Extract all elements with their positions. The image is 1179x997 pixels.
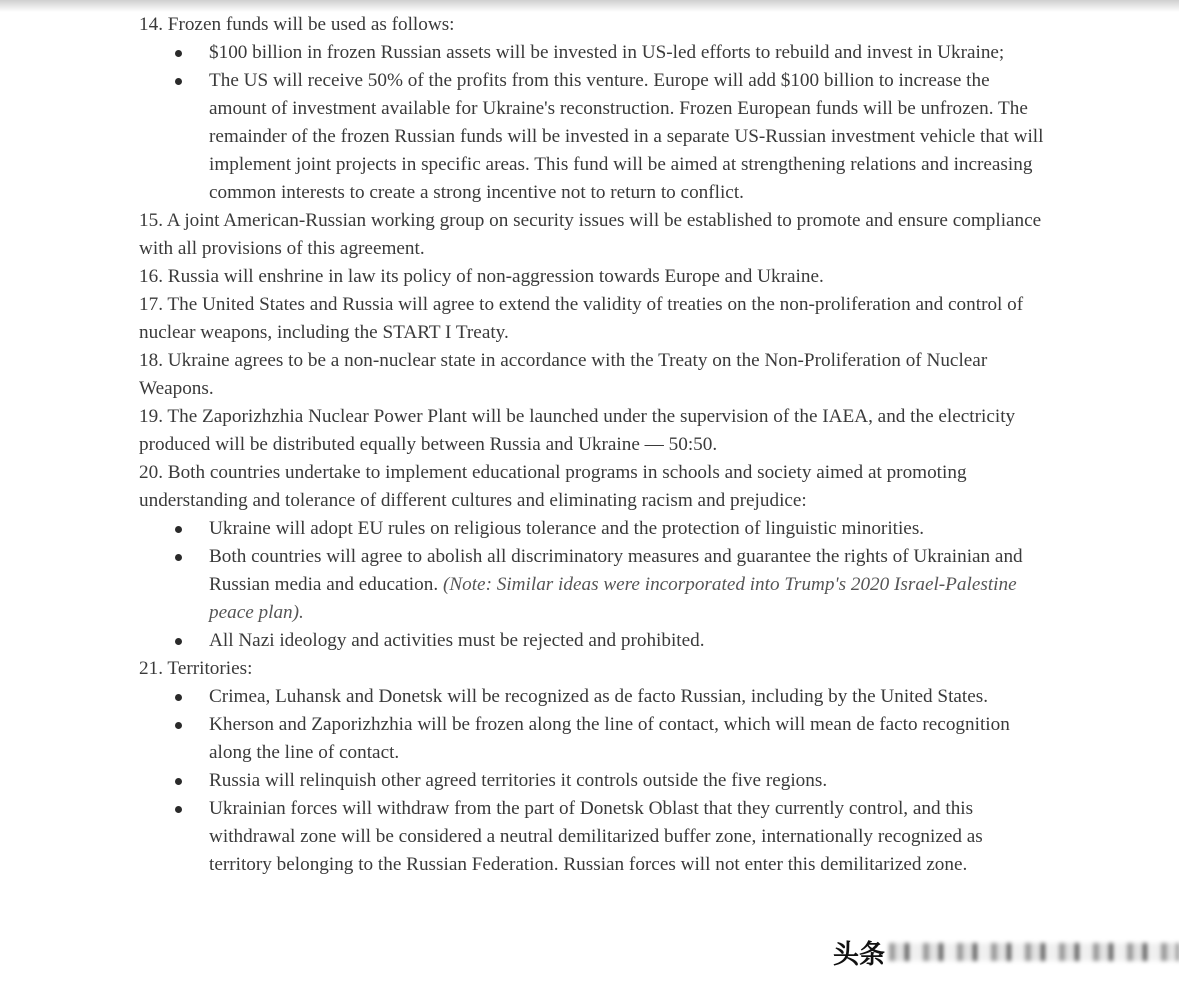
watermark-blurred-username xyxy=(889,943,1179,961)
bullet-text: Russia will relinquish other agreed territories it controls outside the five regions. xyxy=(209,770,828,791)
italic-note: (Note: Similar ideas were incorporated into Trump's 2020 Israel-Palestine peace plan). xyxy=(209,574,1017,623)
numbered-item: 14. Frozen funds will be used as follows: xyxy=(139,14,455,35)
bullet-item xyxy=(209,795,1044,879)
numbered-item: 16. Russia will enshrine in law its policy of non-aggression towards Europe and Ukraine. xyxy=(139,266,824,287)
bullet-item xyxy=(209,711,1044,767)
bullet-item xyxy=(209,515,1044,543)
numbered-item: 21. Territories: xyxy=(139,658,253,679)
numbered-item: 15. A joint American-Russian working group on security issues will be established to promote and ensure compliance with all provisions of this agreement. xyxy=(139,210,1042,259)
bullet-list xyxy=(139,39,1044,207)
numbered-item: 18. Ukraine agrees to be a non-nuclear state in accordance with the Treaty on the Non-Proliferation of Nuclear Weapons. xyxy=(139,350,988,399)
bullet-text: Kherson and Zaporizhzhia will be frozen along the line of contact, which will mean de facto recognition along the line of contact. xyxy=(209,714,1010,763)
bullet-list xyxy=(139,515,1044,655)
bullet-item xyxy=(209,67,1044,207)
numbered-item: 17. The United States and Russia will agree to extend the validity of treaties on the non-proliferation and control of nuclear weapons, including the START I Treaty. xyxy=(139,294,1024,343)
bullet-text: Crimea, Luhansk and Donetsk will be recognized as de facto Russian, including by the United States. xyxy=(209,686,989,707)
watermark-logo: 头条 xyxy=(833,939,886,970)
bullet-text: Ukraine will adopt EU rules on religious tolerance and the protection of linguistic minorities. xyxy=(209,518,925,539)
numbered-item: 19. The Zaporizhzhia Nuclear Power Plant will be launched under the supervision of the IAEA, and the electricity produced will be distributed equally between Russia and Ukraine — 50:50. xyxy=(139,406,1016,455)
bullet-item xyxy=(209,767,1044,795)
bullet-item xyxy=(209,543,1044,627)
watermark xyxy=(833,937,1179,970)
bullet-text: Both countries will agree to abolish all discriminatory measures and guarantee the rights of Ukrainian and Russian media and education. xyxy=(209,546,1023,595)
bullet-item xyxy=(209,627,1044,655)
numbered-item: 20. Both countries undertake to implement educational programs in schools and society aimed at promoting understanding and tolerance of different cultures and eliminating racism and prejudice: xyxy=(139,462,967,511)
bullet-item xyxy=(209,39,1044,67)
bullet-item xyxy=(209,683,1044,711)
bullet-list xyxy=(139,683,1044,879)
bullet-text: $100 billion in frozen Russian assets will be invested in US-led efforts to rebuild and invest in Ukraine; xyxy=(209,42,1005,63)
bullet-text: All Nazi ideology and activities must be rejected and prohibited. xyxy=(209,630,705,651)
document-body xyxy=(139,11,1044,879)
bullet-text: The US will receive 50% of the profits from this venture. Europe will add $100 billion to increase the amount of investment available for Ukraine's reconstruction. Frozen European funds will be unfrozen. The remainder of the frozen Russian funds will be invested in a separate US-Russian investment vehicle that will implement joint projects in specific areas. This fund will be aimed at strengthening relations and increasing common interests to create a strong incentive not to return to conflict. xyxy=(209,70,1044,203)
bullet-text: Ukrainian forces will withdraw from the part of Donetsk Oblast that they currently control, and this withdrawal zone will be considered a neutral demilitarized buffer zone, internationally recognized as territory belonging to the Russian Federation. Russian forces will not enter this demilitarized zone. xyxy=(209,798,983,875)
